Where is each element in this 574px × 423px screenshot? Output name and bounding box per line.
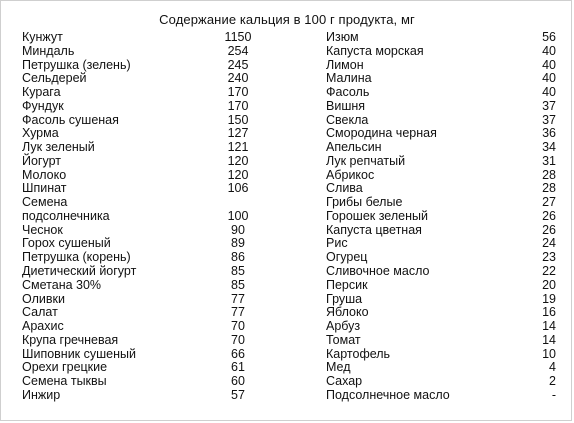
table-row (326, 389, 556, 403)
product-name: Горох сушеный (22, 236, 111, 251)
product-name: Подсолнечное масло (326, 387, 450, 402)
product-name: Персик (326, 277, 368, 292)
table-row (22, 265, 282, 279)
calcium-value: 57 (231, 387, 245, 402)
calcium-value: 22 (542, 264, 556, 279)
product-name: Арбуз (326, 319, 361, 334)
product-name: Лимон (326, 57, 364, 72)
table-row (326, 375, 556, 389)
product-name: Горошек зеленый (326, 208, 428, 223)
calcium-value: 26 (542, 208, 556, 223)
table-row (22, 375, 282, 389)
calcium-value: 20 (542, 277, 556, 292)
calcium-value: 170 (227, 85, 249, 100)
left-column (22, 31, 282, 403)
calcium-value: - (551, 387, 556, 402)
calcium-value: 37 (542, 112, 556, 127)
table-row (22, 361, 282, 375)
calcium-value: 240 (227, 71, 249, 86)
product-name: Хурма (22, 126, 59, 141)
product-name: Сливочное масло (326, 264, 430, 279)
product-name: Огурец (326, 250, 368, 265)
calcium-value: 19 (542, 291, 556, 306)
calcium-value: 70 (231, 332, 245, 347)
table-row (326, 72, 556, 86)
product-name: Крупа гречневая (22, 332, 119, 347)
calcium-value: 127 (227, 126, 249, 141)
table-row (22, 348, 282, 362)
table-row (22, 86, 282, 100)
product-name: Яблоко (326, 305, 369, 320)
product-name: Инжир (22, 387, 61, 402)
table-row (326, 361, 556, 375)
table-row (22, 45, 282, 59)
product-name: Слива (326, 181, 363, 196)
table-row (326, 155, 556, 169)
table-row (326, 293, 556, 307)
table-row (22, 251, 282, 265)
table-row (326, 265, 556, 279)
table-row (326, 224, 556, 238)
calcium-value: 85 (231, 264, 245, 279)
product-name: Фасоль (326, 85, 370, 100)
table-row (22, 182, 282, 196)
calcium-value: 36 (542, 126, 556, 141)
calcium-value: 40 (542, 71, 556, 86)
product-name: Лук зеленый (22, 140, 95, 155)
product-name: Сметана 30% (22, 277, 102, 292)
product-name: Рис (326, 236, 348, 251)
calcium-value: 40 (542, 43, 556, 58)
calcium-value: 61 (231, 360, 245, 375)
calcium-value: 24 (542, 236, 556, 251)
calcium-value: 28 (542, 181, 556, 196)
calcium-value: 100 (227, 208, 249, 223)
product-name: Фасоль сушеная (22, 112, 119, 127)
table-row (326, 251, 556, 265)
product-name: Петрушка (корень) (22, 250, 131, 265)
product-name: подсолнечника (22, 208, 110, 223)
product-name: Томат (326, 332, 361, 347)
calcium-value: 28 (542, 167, 556, 182)
calcium-value: 77 (231, 291, 245, 306)
product-name: Семена (22, 195, 68, 210)
product-name: Изюм (326, 30, 359, 44)
product-name: Фундук (22, 98, 64, 113)
table-row (326, 196, 556, 210)
product-name: Мед (326, 360, 351, 375)
table-row (22, 334, 282, 348)
table-row (326, 45, 556, 59)
table-row (22, 127, 282, 141)
calcium-value: 245 (227, 57, 249, 72)
product-name: Оливки (22, 291, 65, 306)
calcium-value: 56 (542, 30, 556, 44)
product-name: Петрушка (зелень) (22, 57, 131, 72)
table-row (22, 100, 282, 114)
calcium-value: 85 (231, 277, 245, 292)
calcium-value: 86 (231, 250, 245, 265)
calcium-value: 70 (231, 319, 245, 334)
calcium-value: 37 (542, 98, 556, 113)
calcium-value: 14 (542, 319, 556, 334)
table-row (326, 320, 556, 334)
product-name: Смородина черная (326, 126, 437, 141)
table-row (22, 279, 282, 293)
table-row (326, 182, 556, 196)
table-row (326, 306, 556, 320)
calcium-value: 40 (542, 57, 556, 72)
product-name: Арахис (22, 319, 64, 334)
product-name: Лук репчатый (326, 153, 406, 168)
table-row (22, 389, 282, 403)
calcium-value: 120 (227, 167, 249, 182)
product-name: Диетический йогурт (22, 264, 137, 279)
calcium-value: 66 (231, 346, 245, 361)
product-name: Сельдерей (22, 71, 87, 86)
calcium-value: 120 (227, 153, 249, 168)
calcium-value: 27 (542, 195, 556, 210)
table-row (22, 169, 282, 183)
product-name: Кунжут (22, 30, 63, 44)
table-row (326, 210, 556, 224)
product-name: Капуста морская (326, 43, 424, 58)
calcium-value: 40 (542, 85, 556, 100)
calcium-value: 150 (227, 112, 249, 127)
table-row (22, 59, 282, 73)
calcium-value: 60 (231, 374, 245, 389)
table-row (22, 306, 282, 320)
table-row (22, 72, 282, 86)
table-row (326, 141, 556, 155)
table-row (326, 100, 556, 114)
product-name: Шиповник сушеный (22, 346, 136, 361)
calcium-value: 10 (542, 346, 556, 361)
product-name: Свекла (326, 112, 369, 127)
calcium-value: 31 (542, 153, 556, 168)
table-row (326, 279, 556, 293)
right-column (326, 31, 556, 403)
calcium-value: 90 (231, 222, 245, 237)
table-row (22, 196, 282, 210)
table-row (22, 141, 282, 155)
product-name: Салат (22, 305, 58, 320)
table-row (326, 237, 556, 251)
calcium-value: 34 (542, 140, 556, 155)
product-name: Абрикос (326, 167, 375, 182)
product-name: Картофель (326, 346, 391, 361)
calcium-value: 1150 (224, 30, 252, 44)
table-row (326, 59, 556, 73)
calcium-value: 106 (227, 181, 249, 196)
calcium-value: 121 (227, 140, 249, 155)
product-name: Сахар (326, 374, 363, 389)
table-row (22, 155, 282, 169)
product-name: Молоко (22, 167, 67, 182)
calcium-value: 2 (549, 374, 556, 389)
calcium-value: 4 (549, 360, 556, 375)
table-title: Содержание кальция в 100 г продукта, мг (159, 12, 415, 27)
table-row (22, 293, 282, 307)
product-name: Груша (326, 291, 363, 306)
table-row (326, 348, 556, 362)
product-name: Орехи грецкие (22, 360, 108, 375)
product-name: Апельсин (326, 140, 382, 155)
product-name: Миндаль (22, 43, 75, 58)
product-name: Грибы белые (326, 195, 403, 210)
product-name: Йогурт (22, 153, 62, 168)
table-row (326, 86, 556, 100)
product-name: Чеснок (22, 222, 63, 237)
product-name: Курага (22, 85, 61, 100)
table-row (22, 224, 282, 238)
calcium-value: 23 (542, 250, 556, 265)
table-row (326, 127, 556, 141)
calcium-value: 170 (227, 98, 249, 113)
product-name: Малина (326, 71, 372, 86)
calcium-value: 89 (231, 236, 245, 251)
calcium-value: 77 (231, 305, 245, 320)
table-row (22, 210, 282, 224)
product-name: Шпинат (22, 181, 67, 196)
table-row (326, 334, 556, 348)
calcium-value: 254 (227, 43, 249, 58)
calcium-value: 16 (542, 305, 556, 320)
table-row (22, 31, 282, 45)
calcium-value: 26 (542, 222, 556, 237)
product-name: Вишня (326, 98, 366, 113)
table-row (326, 31, 556, 45)
table-row (22, 237, 282, 251)
table-row (326, 169, 556, 183)
table-row (326, 114, 556, 128)
table-row (22, 320, 282, 334)
calcium-value: 14 (542, 332, 556, 347)
table-row (22, 114, 282, 128)
product-name: Семена тыквы (22, 374, 107, 389)
product-name: Капуста цветная (326, 222, 422, 237)
